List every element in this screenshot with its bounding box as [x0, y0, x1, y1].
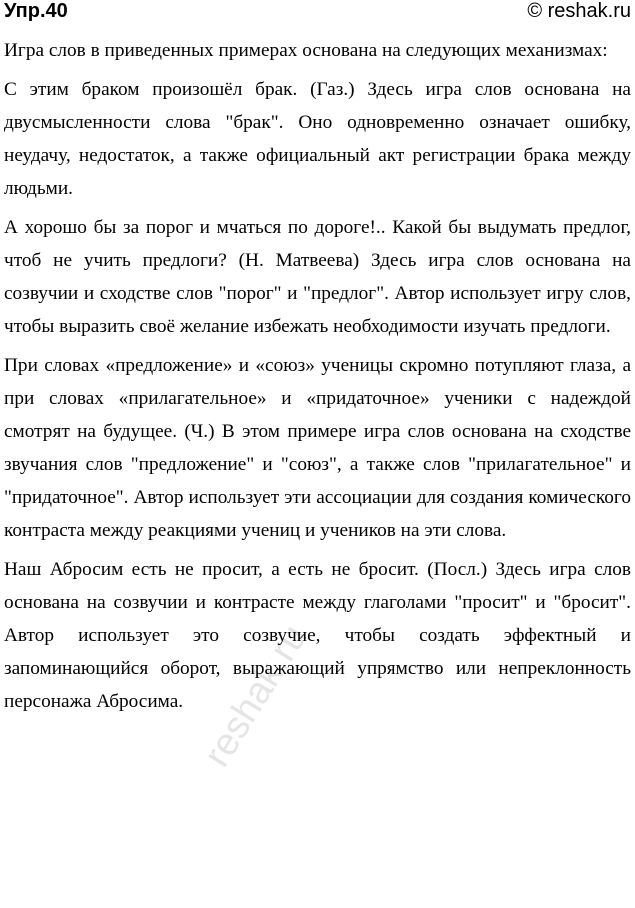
site-copyright: © reshak.ru	[527, 0, 631, 22]
example-paragraph-predlozhenie: При словах «предложение» и «союз» ученицы скромно потупляют глаза, а при словах «прилагательное» и «придаточное» ученики с надеждой смотрят на будущее. (Ч.) В этом примере игра слов основана на сходстве звучания слов "предложение" и "союз", а также слов "прилагательное" и "придаточное". Автор использует эти ассоциации для создания комического контраста между реакциями учениц и учеников на эти слова.	[4, 355, 631, 541]
watermark: reshak.ru	[196, 617, 316, 775]
exercise-title: Упр.40	[4, 0, 68, 22]
example-paragraph-abrosim: Наш Абросим есть не просит, а есть не бросит. (Посл.) Здесь игра слов основана на созвучии и контрасте между глаголами "просит" и "бросит". Автор использует это созвучие, чтобы создать эффектный и запоминающийся оборот, выражающий упрямство или непреклонность персонажа Абросима.	[4, 559, 631, 712]
example-paragraph-porog: А хорошо бы за порог и мчаться по дороге!.. Какой бы выдумать предлог, чтоб не учить предлоги? (Н. Матвеева) Здесь игра слов основана на созвучии и сходстве слов "порог" и "предлог". Автор использует игру слов, чтобы выразить своё желание избежать необходимости изучать предлоги.	[4, 217, 631, 337]
example-paragraph-brak: С этим браком произошёл брак. (Газ.) Здесь игра слов основана на двусмысленности слова "брак". Оно одновременно означает ошибку, неудачу, недостаток, а также официальный акт регистрации брака между людьми.	[4, 79, 631, 199]
intro-paragraph: Игра слов в приведенных примерах основана на следующих механизмах:	[4, 40, 608, 61]
answer-text	[4, 34, 631, 724]
page-header	[4, 0, 631, 26]
